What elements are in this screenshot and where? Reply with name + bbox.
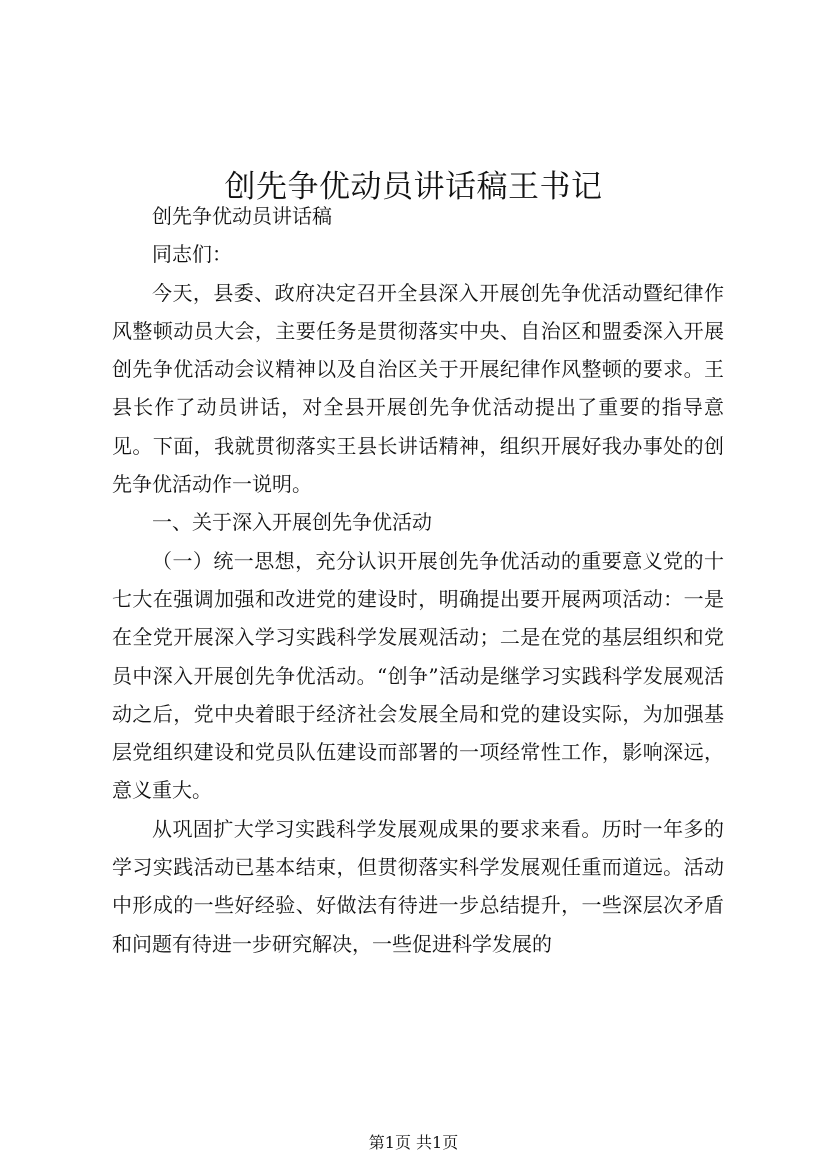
document-title: 创先争优动员讲话稿王书记 [224,168,603,205]
page-number-footer: 第1页 共1页 [368,1133,459,1152]
salutation-paragraph: 同志们： [152,242,232,267]
document-body [112,197,724,963]
section-heading: 一、关于深入开展创先争优活动 [152,510,432,535]
subtitle-paragraph: 创先争优动员讲话稿 [152,204,332,228]
body-paragraph: 从巩固扩大学习实践科学发展观成果的要求来看。历时一年多的学习实践活动已基本结束，但贯彻落实科学发展观任重而道远。活动中形成的一些好经验、好做法有待进一步总结提升，一些深层次矛盾和问题有待进一步研究解决，一些促进科学发展的 [112,816,724,956]
body-paragraph: （一）统一思想，充分认识开展创先争优活动的重要意义党的十七大在强调加强和改进党的建设时，明确提出要开展两项活动：一是在全党开展深入学习实践科学发展观活动；二是在党的基层组织和党员中深入开展创先争优活动。“创争”活动是继学习实践科学发展观活动之后，党中央着眼于经济社会发展全局和党的建设实际，为加强基层党组织建设和党员队伍建设而部署的一项经常性工作，影响深远，意义重大。 [112,548,724,803]
body-paragraph: 今天，县委、政府决定召开全县深入开展创先争优活动暨纪律作风整顿动员大会，主要任务是贯彻落实中央、自治区和盟委深入开展创先争优活动会议精神以及自治区关于开展纪律作风整顿的要求。王县长作了动员讲话，对全县开展创先争优活动提出了重要的指导意见。下面，我就贯彻落实王县长讲话精神，组织开展好我办事处的创先争优活动作一说明。 [112,280,724,497]
